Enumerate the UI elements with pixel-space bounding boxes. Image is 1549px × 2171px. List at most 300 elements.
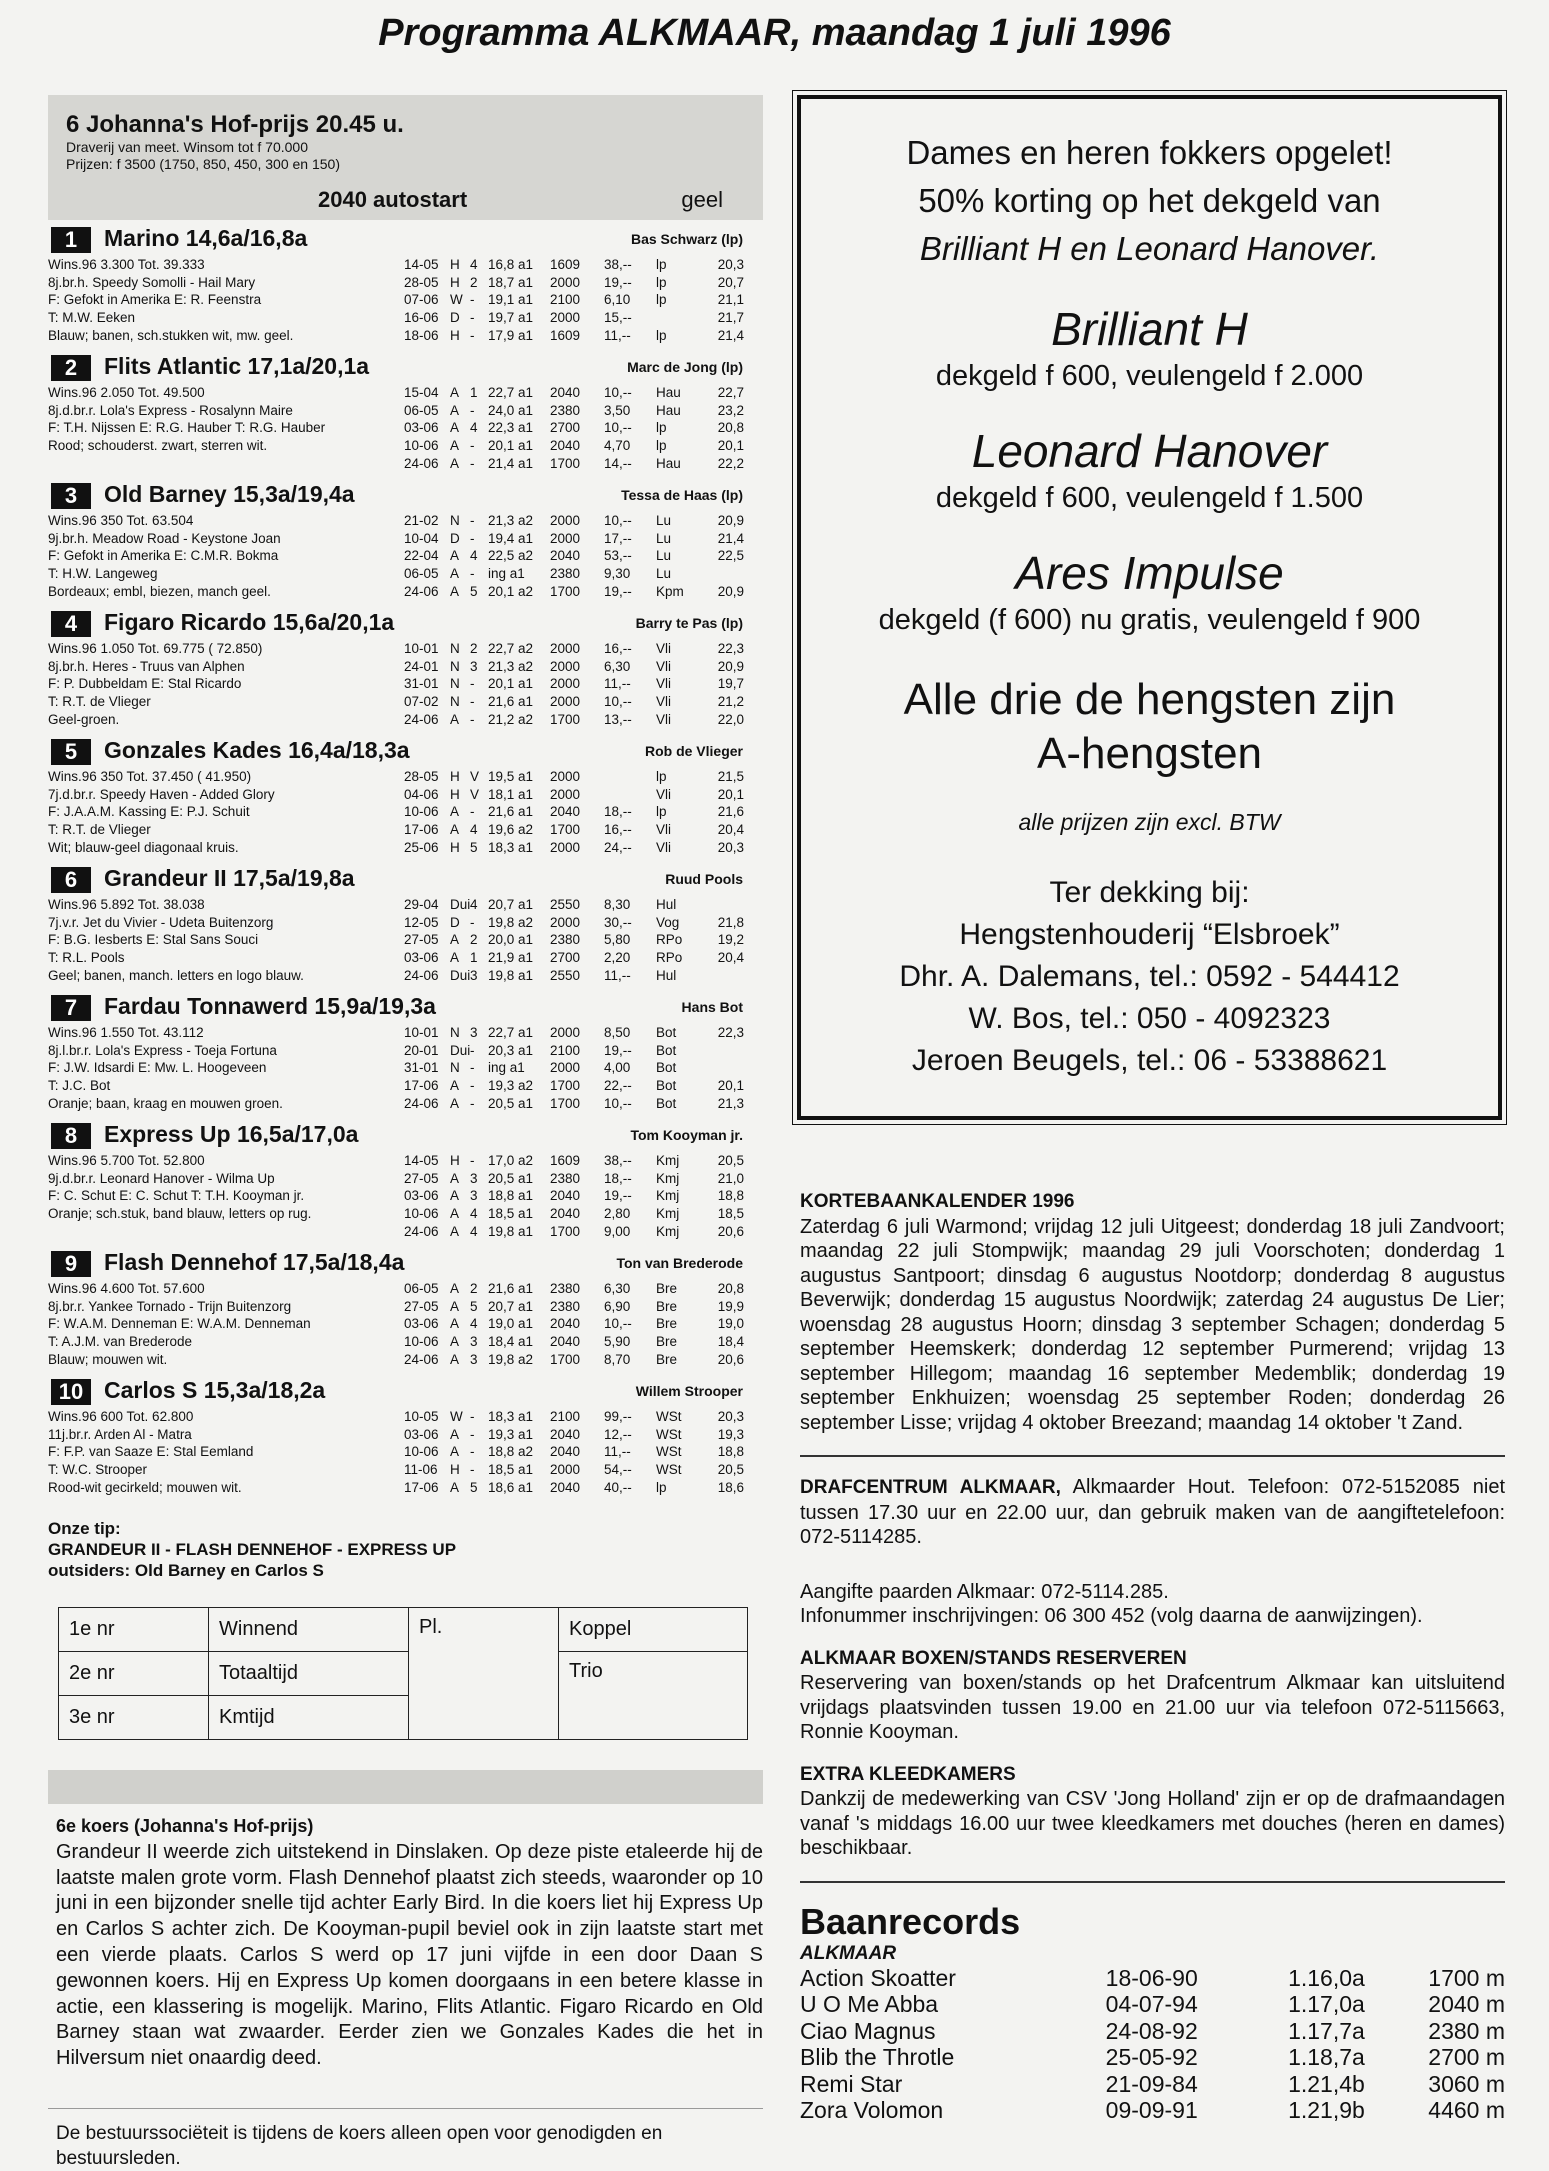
horse-info-line: T: R.T. de Vlieger — [48, 694, 151, 710]
past-run — [404, 1479, 754, 1497]
run-field: 23,2 — [717, 402, 744, 418]
run-field: - — [470, 694, 475, 710]
run-field: A — [450, 1351, 460, 1367]
run-field: 06-05 — [404, 402, 439, 418]
run-field: Vli — [656, 641, 672, 656]
divider — [800, 1881, 1505, 1883]
run-field: 20,7 a1 — [488, 897, 534, 912]
run-field: 19,6 a2 — [488, 822, 534, 838]
race-distance: 2040 autostart — [318, 187, 468, 212]
horse-entry — [48, 350, 763, 476]
past-run — [404, 1223, 754, 1241]
horse-header — [48, 481, 763, 509]
aangifte-phone: Aangifte paarden Alkmaar: 072-5114.285. — [800, 1580, 1169, 1603]
past-run — [404, 565, 754, 583]
run-field: 4 — [470, 1316, 478, 1332]
run-field: 19,7 a1 — [488, 310, 534, 326]
run-field: W — [450, 1409, 463, 1424]
run-field: - — [470, 566, 475, 582]
run-field: 3 — [470, 1351, 478, 1367]
preview-text: Grandeur II weerde zich uitstekend in Dinslaken. Op deze piste etaleerde hij de laatste malen grote vorm. Flash Dennehof plaatst zich steeds, waaronder op 10 juni in een bijzonder snelle tijd achter Early Bird. In die koers liet hij Express Up en Carlos S achter zich. De Kooyman-pupil beviel ook in zijn laatste start met een vierde plaats. Carlos S werd op 17 juni vijfde in een door Daan S gewonnen koers. Hij en Express Up komen doorgaans in een betere klasse in actie, een klassering is mogelijk. Marino, Flits Atlantic. Figaro Ricardo en Old Barney staan wat zwaarder. Eerder zien we Gonzales Kades die het in Hilversum niet onaardig deed. — [56, 1840, 763, 2070]
run-field: 4 — [470, 548, 478, 564]
run-field: 2040 — [550, 1479, 581, 1495]
run-field: 2380 — [550, 1298, 581, 1314]
past-run — [404, 309, 754, 327]
past-run — [404, 1426, 754, 1444]
run-field: - — [470, 1409, 475, 1424]
run-field: 11,-- — [604, 967, 631, 983]
boxen-heading: ALKMAAR BOXEN/STANDS RESERVEREN — [800, 1647, 1187, 1669]
run-field: V — [470, 769, 480, 784]
run-field: 24,-- — [604, 839, 632, 855]
run-field: - — [470, 1042, 475, 1058]
run-field: Kmj — [656, 1153, 680, 1168]
run-field: 1700 — [550, 583, 581, 599]
run-field: 28-05 — [404, 274, 439, 290]
past-run — [404, 931, 754, 949]
horse-past-runs — [404, 1024, 754, 1113]
run-field: 20,5 — [717, 1153, 744, 1168]
run-field: A — [450, 420, 460, 436]
run-field: H — [450, 257, 460, 272]
run-field: 22,3 — [717, 641, 744, 656]
run-field: Bot — [656, 1025, 677, 1040]
run-field: Vli — [656, 711, 672, 727]
horse-info-line: 8j.br.h. Heres - Truus van Alphen — [48, 658, 245, 674]
baanrecords-heading: Baanrecords — [800, 1900, 1021, 1942]
run-field: 10-06 — [404, 1334, 439, 1350]
run-field: V — [470, 786, 480, 802]
horse-info — [48, 1280, 428, 1369]
run-field — [604, 786, 656, 804]
run-field: lp — [656, 327, 667, 343]
run-field: 4 — [470, 822, 478, 838]
run-field: 15,-- — [604, 310, 632, 326]
bet-row-3: 3e nr — [59, 1696, 209, 1740]
boxen-text: Reservering van boxen/stands op het Drafcentrum Alkmaar kan uitsluitend vrijdags plaatsvinden tussen 19.00 en 21.00 uur via telefoon 072-5115663, Ronnie Kooyman. — [800, 1672, 1505, 1743]
run-field: 6,30 — [604, 658, 631, 674]
horse-driver: Rob de Vlieger — [644, 743, 743, 759]
past-run — [404, 693, 754, 711]
horse-header — [48, 1121, 763, 1149]
ad-contact — [801, 872, 1498, 1082]
past-run — [404, 530, 754, 548]
run-field: 18,5 — [717, 1206, 744, 1222]
run-field: Hul — [656, 897, 677, 912]
race-preview — [48, 1804, 763, 2072]
horse-info-line: Wins.96 1.050 Tot. 69.775 ( 72.850) — [48, 641, 263, 656]
run-field: 18,6 a1 — [488, 1479, 534, 1495]
run-field: 27-05 — [404, 1170, 439, 1186]
run-field: D — [450, 530, 460, 546]
run-field: 17,9 a1 — [488, 327, 534, 343]
run-field: - — [470, 676, 475, 692]
horse-number: 5 — [51, 739, 91, 765]
past-run — [404, 291, 754, 309]
run-field: lp — [656, 769, 667, 784]
horse-name: Fardau Tonnawerd 15,9a/19,3a — [104, 993, 436, 1019]
past-run — [404, 256, 754, 274]
run-field: ing a1 — [488, 1060, 525, 1076]
ad-line-1: Dames en heren fokkers opgelet! — [906, 134, 1393, 171]
past-run — [404, 1298, 754, 1316]
horse-info-line: F: Gefokt in Amerika E: C.M.R. Bokma — [48, 548, 279, 564]
run-field: RPo — [656, 932, 683, 948]
baanrecords — [800, 1901, 1505, 2124]
run-field: A — [450, 1170, 460, 1186]
run-field: 19,-- — [604, 1188, 632, 1204]
run-field — [704, 1042, 744, 1060]
horse-info-line: Oranje; sch.stuk, band blauw, letters op rug. — [48, 1206, 312, 1222]
run-field: Bre — [656, 1351, 678, 1367]
horse-number: 4 — [51, 611, 91, 637]
run-field: 5,80 — [604, 932, 631, 948]
horse-header — [48, 1377, 763, 1405]
run-field: 18,6 — [717, 1479, 744, 1495]
past-run — [404, 768, 754, 786]
contact-2: Hengstenhouderij “Elsbroek” — [959, 918, 1340, 951]
past-run — [404, 1170, 754, 1188]
tip-picks: GRANDEUR II - FLASH DENNEHOF - EXPRESS UP — [48, 1540, 457, 1559]
horse-number: 6 — [51, 867, 91, 893]
run-field: A — [450, 566, 460, 582]
run-field: 18,8 a2 — [488, 1444, 534, 1460]
record-row — [800, 1965, 1505, 1992]
horse-header — [48, 993, 763, 1021]
run-field: 11-06 — [404, 1462, 438, 1478]
run-field: 3 — [470, 967, 478, 983]
run-field: 21,6 a1 — [488, 694, 534, 710]
horse-past-runs — [404, 896, 754, 985]
run-field: 38,-- — [604, 257, 632, 272]
record-field: 25-05-92 — [1105, 2044, 1198, 2070]
horse-header — [48, 737, 763, 765]
horse-entry — [48, 862, 763, 988]
run-field: 2700 — [550, 420, 581, 436]
run-field: 2380 — [550, 1170, 581, 1186]
past-run — [404, 419, 754, 437]
run-field: 19,4 a1 — [488, 530, 534, 546]
run-field: 2550 — [550, 967, 581, 983]
run-field: 2700 — [550, 950, 581, 966]
ad-price-note: alle prijzen zijn excl. BTW — [1018, 809, 1281, 835]
run-field: 21,4 a1 — [488, 455, 534, 471]
run-field: 22,7 a2 — [488, 641, 534, 656]
run-field: 19,8 a2 — [488, 1351, 534, 1367]
run-field: 21,2 — [717, 694, 744, 710]
run-field: 20,4 — [717, 950, 744, 966]
horse-info-line: F: T.H. Nijssen E: R.G. Hauber T: R.G. Hauber — [48, 420, 326, 436]
past-run — [404, 967, 754, 985]
run-field: - — [470, 513, 475, 528]
run-field: 10-06 — [404, 1444, 439, 1460]
run-field: 2380 — [550, 402, 581, 418]
horse-info-line: Wins.96 600 Tot. 62.800 — [48, 1409, 194, 1424]
run-field: 22,7 a1 — [488, 385, 534, 400]
run-field: 2000 — [550, 1462, 581, 1478]
run-field: 53,-- — [604, 548, 632, 564]
run-field: 10-06 — [404, 438, 439, 454]
horse-driver: Ton van Brederode — [616, 1255, 743, 1271]
past-run — [404, 1443, 754, 1461]
run-field: 20,8 — [717, 420, 744, 436]
horse-info-line: 8j.d.br.r. Lola's Express - Rosalynn Maire — [48, 402, 293, 418]
society-note: De bestuurssociëteit is tijdens de koers alleen open voor genodigden en bestuursleden. — [48, 2108, 763, 2171]
record-field: Zora Volomon — [800, 2097, 944, 2123]
bet-koppel: Koppel — [559, 1608, 748, 1652]
past-run — [404, 1095, 754, 1113]
horse-info-line: Geel-groen. — [48, 711, 120, 727]
horse-header — [48, 1249, 763, 1277]
ad-line-3: Brilliant H en Leonard Hanover. — [919, 230, 1380, 267]
run-field: 19,-- — [604, 274, 632, 290]
run-field: A — [450, 583, 460, 599]
run-field: 20,3 — [717, 839, 744, 855]
run-field: 24-06 — [404, 711, 439, 727]
divider — [800, 1455, 1505, 1457]
past-run — [404, 327, 754, 345]
run-field: N — [450, 658, 460, 674]
run-field: A — [450, 455, 460, 471]
horse-header — [48, 609, 763, 637]
horse-number: 1 — [51, 227, 91, 253]
horse-info-line: Wins.96 350 Tot. 63.504 — [48, 513, 194, 528]
run-field: 18,-- — [604, 1170, 632, 1186]
past-run — [404, 384, 754, 402]
race-title: 6 Johanna's Hof-prijs 20.45 u. — [66, 111, 404, 138]
run-field: 24-06 — [404, 967, 439, 983]
run-field: 10-01 — [404, 1025, 439, 1040]
run-field — [704, 1059, 744, 1077]
run-field: Bot — [656, 1060, 677, 1076]
horse-driver: Bas Schwarz (lp) — [630, 231, 743, 247]
run-field: 22,7 a1 — [488, 1025, 534, 1040]
run-field: 2550 — [550, 897, 581, 912]
run-field: Lu — [656, 566, 672, 582]
run-field: 20,1 a2 — [488, 583, 534, 599]
run-field: 03-06 — [404, 1316, 439, 1332]
run-field: 30,-- — [604, 914, 632, 930]
run-field: 4 — [470, 1206, 478, 1222]
run-field: Hau — [656, 402, 681, 418]
run-field: 1700 — [550, 1351, 581, 1367]
run-field: 21,5 — [717, 769, 744, 784]
horse-info — [48, 1024, 428, 1113]
horse-info — [48, 1152, 428, 1241]
record-field: 1.17,7a — [1288, 2017, 1365, 2044]
baanrecords-table — [800, 1965, 1505, 2124]
past-run — [404, 1461, 754, 1479]
run-field: Hul — [656, 967, 677, 983]
horse-info-line: F: J.W. Idsardi E: Mw. L. Hoogeveen — [48, 1060, 267, 1076]
run-field: 1700 — [550, 822, 581, 838]
run-field: 3 — [470, 1188, 478, 1204]
horse-name: Old Barney 15,3a/19,4a — [104, 481, 355, 507]
horse-info-line: T: J.C. Bot — [48, 1078, 111, 1094]
ad-headline-1: Alle drie de hengsten zijn — [903, 675, 1396, 724]
drafcentrum-heading: DRAFCENTRUM ALKMAAR, — [800, 1477, 1061, 1498]
horse-info-line: 8j.l.br.r. Lola's Express - Toeja Fortuna — [48, 1042, 277, 1058]
run-field: 31-01 — [404, 676, 439, 692]
run-field: 2380 — [550, 566, 581, 582]
record-field: Action Skoatter — [800, 1964, 956, 1991]
run-field: 22,7 — [717, 385, 744, 400]
horse-info-line: Wins.96 1.550 Tot. 43.112 — [48, 1025, 204, 1040]
run-field: A — [450, 438, 460, 454]
run-field: 14,-- — [604, 455, 632, 471]
run-field: 4 — [470, 257, 478, 272]
run-field: A — [450, 1095, 460, 1111]
horse-number: 7 — [51, 995, 91, 1021]
run-field: Vli — [656, 786, 672, 802]
horse-info-line: F: C. Schut E: C. Schut T: T.H. Kooyman jr. — [48, 1188, 305, 1204]
run-field: 24-06 — [404, 1351, 439, 1367]
horse-info-line: 9j.br.h. Meadow Road - Keystone Joan — [48, 530, 281, 546]
run-field: 20,5 a1 — [488, 1170, 534, 1186]
run-field: 10-04 — [404, 530, 439, 546]
run-field: N — [450, 1060, 460, 1076]
run-field: A — [450, 1188, 460, 1204]
horse-name: Carlos S 15,3a/18,2a — [104, 1377, 326, 1403]
run-field: Bre — [656, 1298, 678, 1314]
run-field: - — [470, 711, 475, 727]
run-field: 5,90 — [604, 1334, 631, 1350]
run-field: N — [450, 694, 460, 710]
horse-header — [48, 353, 763, 381]
run-field: - — [470, 1153, 475, 1168]
run-field: 24-01 — [404, 658, 439, 674]
record-field: 2040 m — [1428, 1991, 1505, 2017]
run-field: 20,5 a1 — [488, 1095, 534, 1111]
run-field: 2380 — [550, 932, 581, 948]
horse-info-line: Geel; banen, manch. letters en logo blauw. — [48, 967, 304, 983]
horse-info-line: 11j.br.r. Arden Al - Matra — [48, 1426, 192, 1442]
run-field: A — [450, 402, 460, 418]
run-field: 21,0 — [717, 1170, 744, 1186]
record-field: 1.17,0a — [1288, 1991, 1365, 2017]
horse-entry — [48, 1246, 763, 1372]
run-field: 2000 — [550, 641, 581, 656]
stallion-2-price: dekgeld f 600, veulengeld f 1.500 — [935, 482, 1364, 514]
run-field: 25-06 — [404, 839, 439, 855]
run-field: 10,-- — [604, 420, 632, 436]
horse-info-line: F: B.G. Iesberts E: Stal Sans Souci — [48, 932, 259, 948]
horse-number: 2 — [51, 355, 91, 381]
record-field: 1700 m — [1428, 1964, 1505, 1991]
record-field: 18-06-90 — [1105, 1964, 1198, 1991]
horse-info-line: 8j.br.r. Yankee Tornado - Trijn Buitenzorg — [48, 1298, 292, 1314]
run-field: 21,9 a1 — [488, 950, 534, 966]
past-run — [404, 949, 754, 967]
run-field: 2000 — [550, 786, 581, 802]
run-field: A — [450, 1281, 460, 1296]
run-field: 31-01 — [404, 1060, 439, 1076]
bet-kmtijd: Kmtijd — [209, 1696, 409, 1740]
run-field: A — [450, 932, 460, 948]
run-field: 1700 — [550, 1095, 581, 1111]
run-field: 03-06 — [404, 420, 439, 436]
horse-info-line: T: R.L. Pools — [48, 950, 125, 966]
run-field: 18,-- — [604, 804, 632, 820]
run-field: 3 — [470, 658, 478, 674]
run-field: 16,-- — [604, 822, 632, 838]
run-field: 8,70 — [604, 1351, 631, 1367]
horse-info-line: T: W.C. Strooper — [48, 1462, 148, 1478]
run-field: - — [470, 292, 475, 308]
ad-headline — [801, 673, 1498, 781]
horse-info-line: Rood; schouderst. zwart, sterren wit. — [48, 438, 268, 454]
run-field: 20,7 — [717, 274, 744, 290]
race-conditions: Draverij van meet. Winsom tot f 70.000 — [66, 139, 308, 155]
run-field: 5 — [470, 839, 478, 855]
run-field: - — [470, 310, 475, 326]
horse-past-runs — [404, 384, 754, 473]
horse-info — [48, 768, 428, 857]
run-field: 20,1 a1 — [488, 676, 534, 692]
horse-number: 8 — [51, 1123, 91, 1149]
run-field: 8,30 — [604, 897, 631, 912]
horse-info-line: Wins.96 350 Tot. 37.450 ( 41.950) — [48, 769, 252, 784]
run-field: 19,3 — [717, 1426, 744, 1442]
run-field: 2040 — [550, 804, 581, 820]
run-field: WSt — [656, 1444, 682, 1460]
run-field: 2000 — [550, 658, 581, 674]
horse-info-line: T: A.J.M. van Brederode — [48, 1334, 193, 1350]
run-field: 3,50 — [604, 402, 631, 418]
horse-info-line: T: R.T. de Vlieger — [48, 822, 151, 838]
run-field: 2040 — [550, 1426, 581, 1442]
run-field: 14-05 — [404, 257, 439, 272]
horse-info-line: F: J.A.A.M. Kassing E: P.J. Schuit — [48, 804, 250, 820]
run-field: Bot — [656, 1095, 677, 1111]
past-run — [404, 803, 754, 821]
ad-headline-2: A-hengsten — [1036, 729, 1263, 778]
run-field: 6,10 — [604, 292, 631, 308]
past-run — [404, 1351, 754, 1369]
run-field: D — [450, 914, 460, 930]
horse-info — [48, 512, 428, 601]
run-field: 2000 — [550, 769, 581, 784]
run-field: 10,-- — [604, 513, 632, 528]
run-field: 24-06 — [404, 455, 439, 471]
past-run — [404, 512, 754, 530]
run-field: - — [470, 455, 475, 471]
run-field: 22-04 — [404, 548, 439, 564]
divider-bar — [48, 1770, 763, 1804]
run-field: 2000 — [550, 513, 581, 528]
run-field: 21-02 — [404, 513, 439, 528]
run-field: 11,-- — [604, 327, 631, 343]
run-field: 4 — [470, 420, 478, 436]
run-field: Kpm — [656, 583, 684, 599]
contact-4: W. Bos, tel.: 050 - 4092323 — [968, 1002, 1331, 1035]
run-field: 16,-- — [604, 641, 632, 656]
past-run — [404, 1280, 754, 1298]
run-field: 07-02 — [404, 694, 439, 710]
past-run — [404, 1187, 754, 1205]
contact-1: Ter dekking bij: — [1049, 876, 1250, 909]
run-field: Dui — [450, 967, 471, 983]
run-field: - — [470, 1060, 475, 1076]
bet-row-2: 2e nr — [59, 1652, 209, 1696]
past-run — [404, 1077, 754, 1095]
past-run — [404, 1315, 754, 1333]
horse-driver: Tom Kooyman jr. — [630, 1127, 743, 1143]
run-field: 03-06 — [404, 1188, 439, 1204]
run-field: lp — [656, 1479, 667, 1495]
run-field: 18,1 a1 — [488, 786, 534, 802]
run-field: 2000 — [550, 839, 581, 855]
